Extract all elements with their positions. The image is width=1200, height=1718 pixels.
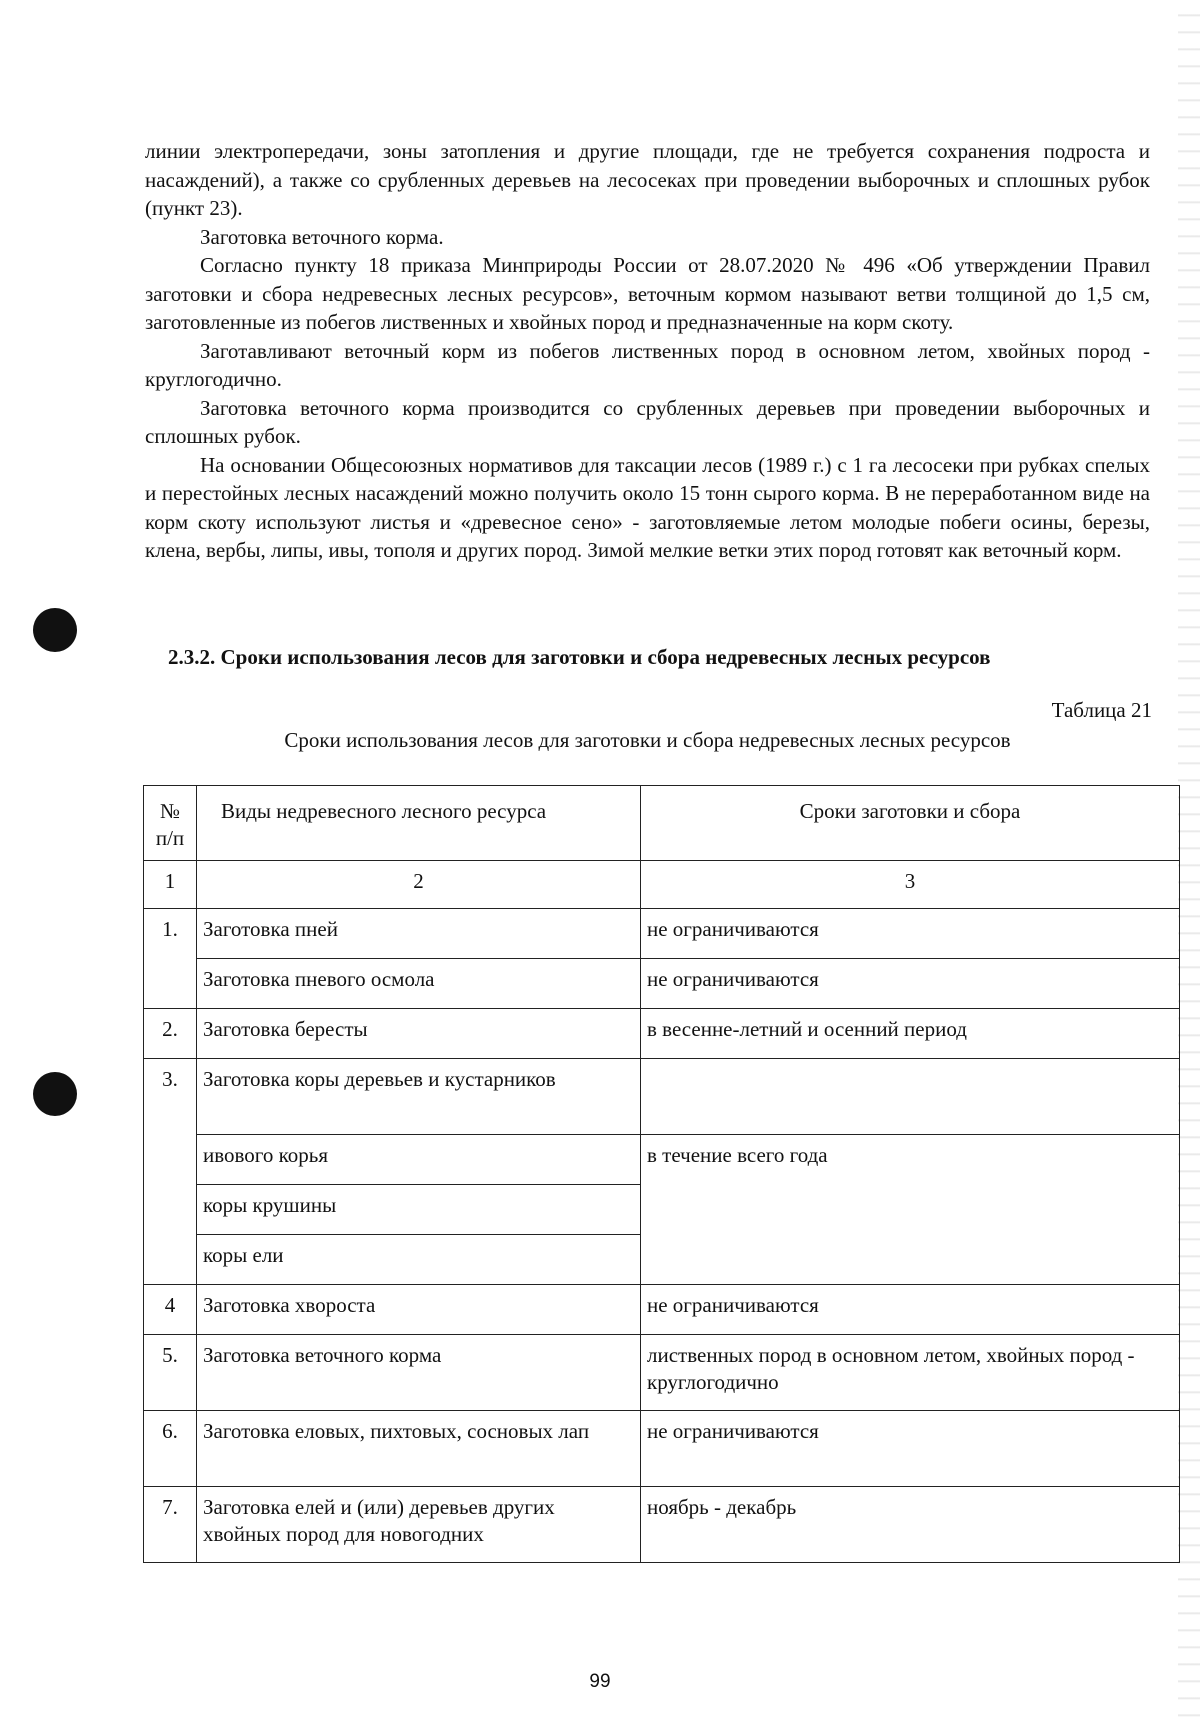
table-row (144, 1059, 1180, 1135)
hole-punch-mark-top (33, 608, 77, 652)
header-number: № п/п (144, 786, 197, 861)
paragraph-harvest-season: Заготавливают веточный корм из побегов лиственных пород в основном летом, хвойных пород - круглогодично. (145, 338, 1150, 391)
row-number: 2. (144, 1009, 197, 1059)
table-row (144, 909, 1180, 959)
paragraph-subheading-branch-feed: Заготовка веточного корма. (200, 224, 444, 249)
table-row (144, 959, 1180, 1009)
row-number: 3. (144, 1059, 197, 1285)
resource-cell: коры ели (197, 1235, 641, 1285)
header-period: Сроки заготовки и сбора (641, 786, 1180, 861)
header-resource-type: Виды недревесного лесного ресурса (197, 786, 641, 861)
resource-cell: Заготовка еловых, пихтовых, сосновых лап (197, 1411, 641, 1487)
resource-cell: Заготовка бересты (197, 1009, 641, 1059)
page-number: 99 (589, 1671, 611, 1692)
table-row (144, 1487, 1180, 1563)
body-text (145, 137, 1150, 565)
table-index-row (144, 861, 1180, 909)
table-row (144, 1135, 1180, 1185)
period-cell: лиственных пород в основном летом, хвойных пород - круглогодично (641, 1335, 1180, 1411)
section-heading: 2.3.2. Сроки использования лесов для заготовки и сбора недревесных лесных ресурсов (168, 645, 991, 669)
hole-punch-mark-bottom (33, 1072, 77, 1116)
row-number: 4 (144, 1285, 197, 1335)
period-cell (641, 1059, 1180, 1135)
index-cell: 2 (197, 861, 641, 909)
paragraph-continuation: линии электропередачи, зоны затопления и другие площади, где не требуется сохранения подроста и насаждений), а также со срубленных деревьев на лесосеках при проведении выборочных и сплошных рубок (пункт 23). (145, 139, 1150, 220)
paragraph-order-reference: Согласно пункту 18 приказа Минприроды России от 28.07.2020 № 496 «Об утверждении Правил заготовки и сбора недревесных лесных ресурсов», веточным кормом называют ветви толщиной до 1,5 см, заготовленные из побегов лиственных и хвойных пород и предназначенные на корм скоту. (145, 253, 1150, 334)
period-cell: в весенне-летний и осенний период (641, 1009, 1180, 1059)
resource-cell: коры крушины (197, 1185, 641, 1235)
resource-cell: Заготовка елей и (или) деревьев других хвойных пород для новогодних (197, 1487, 641, 1563)
period-cell: не ограничиваются (641, 959, 1180, 1009)
period-cell: в течение всего года (641, 1135, 1180, 1285)
index-cell: 1 (144, 861, 197, 909)
period-cell: не ограничиваются (641, 909, 1180, 959)
row-number: 5. (144, 1335, 197, 1411)
table-label: Таблица 21 (1051, 698, 1152, 722)
resource-cell: ивового корья (197, 1135, 641, 1185)
table-row (144, 1411, 1180, 1487)
table-row (144, 1335, 1180, 1411)
resource-cell: Заготовка веточного корма (197, 1335, 641, 1411)
row-number: 7. (144, 1487, 197, 1563)
row-number: 6. (144, 1411, 197, 1487)
resource-cell: Заготовка хвороста (197, 1285, 641, 1335)
table-caption: Сроки использования лесов для заготовки и сбора недревесных лесных ресурсов (284, 728, 1011, 752)
table-row (144, 1285, 1180, 1335)
index-cell: 3 (641, 861, 1180, 909)
resource-cell: Заготовка коры деревьев и кустарников (197, 1059, 641, 1135)
resource-cell: Заготовка пней (197, 909, 641, 959)
table-header-row (144, 786, 1180, 861)
resources-table (143, 785, 1180, 1563)
resource-cell: Заготовка пневого осмола (197, 959, 641, 1009)
paragraph-harvest-source: Заготовка веточного корма производится со срубленных деревьев при проведении выборочных и сплошных рубок. (145, 395, 1150, 448)
period-cell: ноябрь - декабрь (641, 1487, 1180, 1563)
period-cell: не ограничиваются (641, 1285, 1180, 1335)
table-row (144, 1009, 1180, 1059)
paragraph-norms: На основании Общесоюзных нормативов для таксации лесов (1989 г.) с 1 га лесосеки при рубках спелых и перестойных лесных насаждений можно получить около 15 тонн сырого корма. В не переработанном виде на корм скоту используют листья и «древесное сено» - заготовляемые летом молодые побеги осины, березы, клена, вербы, липы, ивы, тополя и других пород. Зимой мелкие ветки этих пород готовят как веточный корм. (145, 452, 1150, 562)
row-number: 1. (144, 909, 197, 1009)
scan-edge-artifact (1178, 0, 1200, 1718)
period-cell: не ограничиваются (641, 1411, 1180, 1487)
